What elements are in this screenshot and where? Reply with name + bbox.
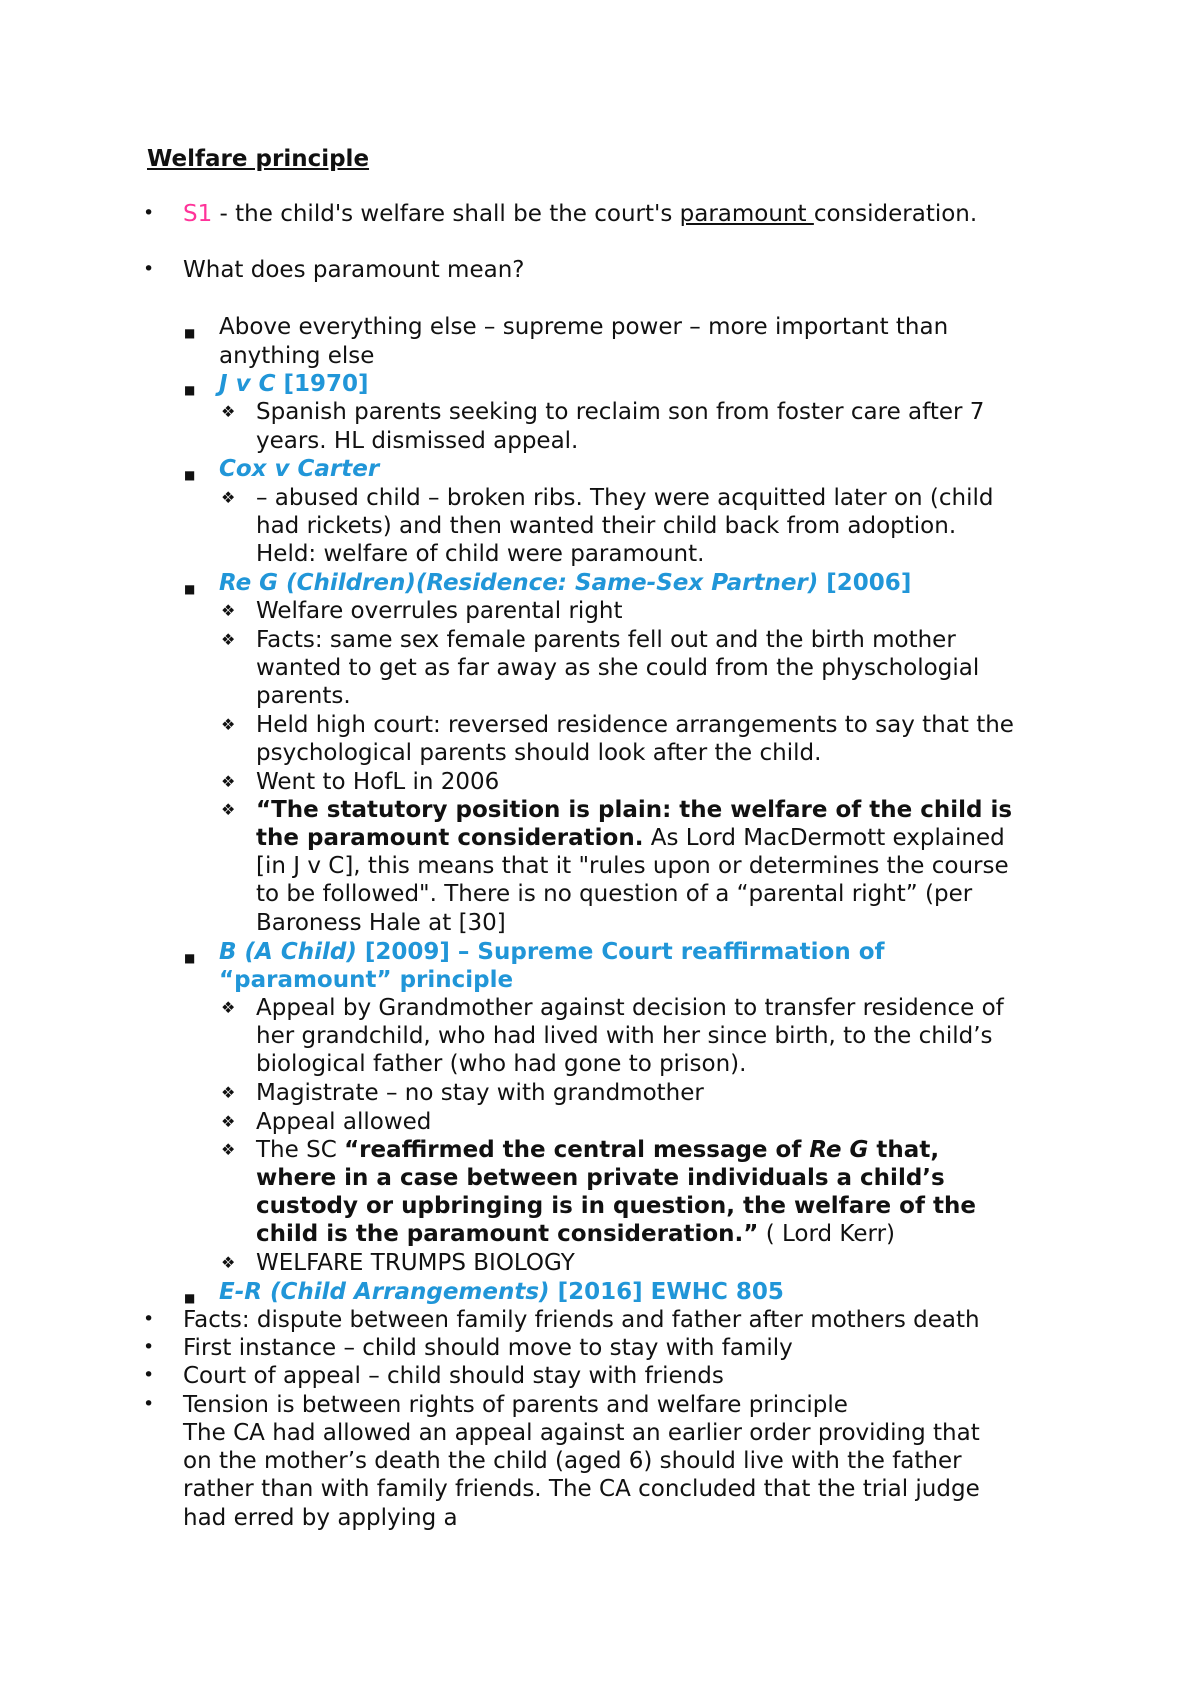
reg-detail-2: Facts: same sex female parents fell out and the birth mother	[256, 627, 956, 653]
bullet-icon: •	[143, 258, 155, 280]
bchild-detail-3: Appeal allowed	[256, 1109, 432, 1135]
reg-quote-1: “The statutory position is plain: the welfare of the child is	[256, 797, 1013, 823]
cox-detail-3: Held: welfare of child were paramount.	[256, 541, 705, 567]
bchild-detail-4c: custody or upbringing is in question, the welfare of the	[256, 1193, 976, 1219]
bchild-detail-4	[256, 1136, 939, 1165]
bullet-icon: •	[143, 202, 155, 224]
bchild-detail-2: Magistrate – no stay with grandmother	[256, 1080, 704, 1106]
cox-detail-2: had rickets) and then wanted their child back from adoption.	[256, 513, 957, 539]
diamond-bullet-icon: ❖	[221, 1253, 236, 1272]
bullet-first-instance: First instance – child should move to stay with family	[183, 1335, 793, 1361]
square-bullet-icon: ■	[184, 326, 196, 340]
bullet-facts: Facts: dispute between family friends and father after mothers death	[183, 1307, 980, 1333]
jvc-detail-2: years. HL dismissed appeal.	[256, 428, 579, 454]
diamond-bullet-icon: ❖	[221, 800, 236, 819]
reg-quote-2-rest: As Lord MacDermott explained	[643, 825, 1005, 851]
case-jvc-year: [1970]	[275, 371, 369, 397]
case-er-rest: [2016] EWHC 805	[549, 1279, 784, 1305]
s1-underlined: paramount	[679, 201, 814, 227]
bchild-detail-5: WELFARE TRUMPS BIOLOGY	[256, 1250, 575, 1276]
case-cox: Cox v Carter	[219, 456, 380, 482]
case-reg	[219, 569, 911, 598]
bchild-detail-4d	[256, 1220, 895, 1249]
bullet-icon: •	[143, 1336, 155, 1358]
cox-detail-1: – abused child – broken ribs. They were acquitted later on (child	[256, 485, 994, 511]
bchild-detail-4-pre: The SC	[256, 1137, 345, 1163]
bullet-icon: •	[143, 1364, 155, 1386]
reg-detail-3: Held high court: reversed residence arrangements to say that the	[256, 712, 1014, 738]
case-b-child-name: B (A Child)	[219, 939, 357, 965]
bchild-detail-1c: biological father (who had gone to prison).	[256, 1051, 747, 1077]
para-line-2: on the mother’s death the child (aged 6) should live with the father	[183, 1448, 962, 1474]
bullet-tension: Tension is between rights of parents and welfare principle	[183, 1392, 848, 1418]
above-line-2: anything else	[219, 343, 375, 369]
case-b-child-rest: [2009] – Supreme Court reaffirmation of	[356, 939, 885, 965]
reg-detail-2b: wanted to get as far away as she could from the physchologial	[256, 655, 980, 681]
question-line: What does paramount mean?	[183, 257, 525, 283]
case-reg-name: Re G (Children)(Residence: Same-Sex Partner)	[219, 570, 819, 596]
square-bullet-icon: ■	[184, 582, 196, 596]
para-line-3: rather than with family friends. The CA concluded that the trial judge	[183, 1476, 980, 1502]
case-b-child	[219, 938, 885, 967]
diamond-bullet-icon: ❖	[221, 998, 236, 1017]
para-line-4: had erred by applying a	[183, 1505, 458, 1531]
s1-end: consideration.	[813, 201, 978, 227]
case-jvc-name: J v C	[219, 371, 276, 397]
case-er	[219, 1278, 784, 1307]
reg-detail-3b: psychological parents should look after the child.	[256, 740, 822, 766]
square-bullet-icon: ■	[184, 383, 196, 397]
bchild-detail-1b: her grandchild, who had lived with her since birth, to the child’s	[256, 1023, 993, 1049]
above-line-1: Above everything else – supreme power – more important than	[219, 314, 949, 340]
bullet-icon: •	[143, 1308, 155, 1330]
square-bullet-icon: ■	[184, 468, 196, 482]
diamond-bullet-icon: ❖	[221, 488, 236, 507]
bullet-court-of-appeal: Court of appeal – child should stay with friends	[183, 1363, 724, 1389]
para-line-1: The CA had allowed an appeal against an earlier order providing that	[183, 1420, 980, 1446]
bchild-detail-4d-bold: child is the paramount consideration.”	[256, 1221, 759, 1247]
diamond-bullet-icon: ❖	[221, 1083, 236, 1102]
case-b-child-line-2: “paramount” principle	[219, 967, 514, 993]
jvc-detail-1: Spanish parents seeking to reclaim son from foster care after 7	[256, 399, 985, 425]
case-jvc	[219, 370, 369, 399]
case-er-name: E-R (Child Arrangements)	[219, 1279, 550, 1305]
bchild-detail-4-case: Re G	[809, 1137, 869, 1163]
diamond-bullet-icon: ❖	[221, 402, 236, 421]
reg-quote-2-bold: the paramount consideration.	[256, 825, 644, 851]
square-bullet-icon: ■	[184, 1291, 196, 1305]
diamond-bullet-icon: ❖	[221, 601, 236, 620]
diamond-bullet-icon: ❖	[221, 1140, 236, 1159]
diamond-bullet-icon: ❖	[221, 1112, 236, 1131]
bchild-detail-1: Appeal by Grandmother against decision to transfer residence of	[256, 995, 1004, 1021]
reg-quote-2	[256, 824, 1005, 853]
diamond-bullet-icon: ❖	[221, 772, 236, 791]
bchild-detail-4-bold-end: that,	[868, 1137, 940, 1163]
bchild-detail-4d-rest: ( Lord Kerr)	[758, 1221, 895, 1247]
reg-detail-1: Welfare overrules parental right	[256, 598, 623, 624]
reg-detail-4: Went to HofL in 2006	[256, 769, 500, 795]
page-title: Welfare principle	[147, 146, 370, 172]
case-reg-year: [2006]	[818, 570, 912, 596]
reg-quote-4: to be followed". There is no question of a “parental right” (per	[256, 881, 973, 907]
reg-quote-5: Baroness Hale at [30]	[256, 910, 506, 936]
reg-detail-2c: parents.	[256, 683, 351, 709]
s1-line	[183, 200, 977, 229]
square-bullet-icon: ■	[184, 951, 196, 965]
s1-code: S1	[183, 201, 213, 227]
diamond-bullet-icon: ❖	[221, 715, 236, 734]
s1-text: - the child's welfare shall be the court's	[212, 201, 680, 227]
reg-quote-3: [in J v C], this means that it "rules upon or determines the course	[256, 853, 1009, 879]
bchild-detail-4b: where in a case between private individuals a child’s	[256, 1165, 945, 1191]
bchild-detail-4-bold: “reaffirmed the central message of	[344, 1137, 810, 1163]
bullet-icon: •	[143, 1393, 155, 1415]
diamond-bullet-icon: ❖	[221, 630, 236, 649]
